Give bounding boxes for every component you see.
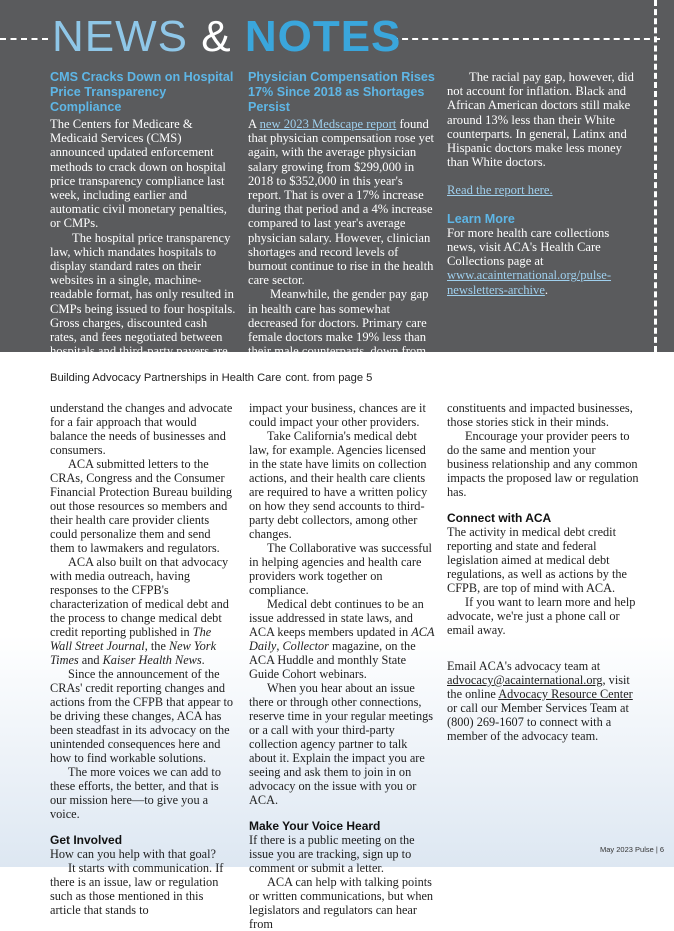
a2-p4-sep: ,	[276, 639, 283, 653]
physician-paragraph-1	[248, 117, 436, 287]
page-footer: May 2023 Pulse | 6	[600, 845, 665, 854]
a2-p4-end: magazine, on the ACA Huddle and monthly State Guide Cohort webinars.	[249, 639, 416, 681]
physician-p1-lead: A	[248, 117, 260, 131]
article-column-3	[447, 401, 639, 743]
a1-p3-sep2: and	[78, 653, 103, 667]
a3-paragraph-4: If you want to learn more and help advocate, we're just a phone call or email away.	[447, 595, 636, 637]
pulse-archive-link[interactable]: www.acainternational.org/pulse-newsletters-archive	[447, 268, 612, 297]
a2-paragraph-6: If there is a public meeting on the issue you are tracking, sign up to comment or submit a letter.	[249, 833, 415, 875]
a3-p5-end: or call our Member Services Team at (800) 269-1607 to connect with a member of the advocacy team.	[447, 701, 629, 743]
advocacy-article	[0, 352, 674, 931]
news-column-2	[248, 70, 436, 373]
a2-paragraph-4	[249, 597, 437, 681]
a3-p5-lead: Email ACA's advocacy team at	[447, 659, 601, 673]
news-notes-panel	[0, 0, 674, 352]
a2-p4-lead: Medical debt continues to be an issue addressed in state laws, and ACA keeps members updated in	[249, 597, 424, 639]
a2-paragraph-7: ACA can help with talking points or written communications, but when legislators and regulators can hear from	[249, 875, 434, 931]
masthead-ampersand: &	[201, 12, 232, 61]
a2-paragraph-5: When you hear about an issue there or through other connections, reserve time in your regular meetings or a call with your third-party collection agency partner to talk about it. Explain the impact you are seeing and ask them to join in on advocacy on the issue with you or ACA.	[249, 681, 434, 807]
a2-paragraph-1: impact your business, chances are it could impact your other providers.	[249, 401, 426, 429]
advocacy-resource-center-link[interactable]: Advocacy Resource Center	[498, 687, 633, 701]
masthead-news: NEWS	[52, 12, 188, 61]
a1-p3-end: .	[201, 653, 205, 667]
learn-more-text	[447, 226, 639, 297]
a1-paragraph-3	[50, 555, 236, 667]
get-involved-heading: Get Involved	[50, 833, 123, 847]
pay-gap-report-link[interactable]: Read the report here.	[447, 183, 553, 198]
dashed-border-top-left	[0, 38, 48, 40]
a2-paragraph-2: Take California's medical debt law, for example. Agencies licensed in the state have limits on collection actions, and their health care clients are required to have a written policy on how they send accounts to third-party debt collectors, among other changes.	[249, 429, 428, 541]
voice-heard-heading: Make Your Voice Heard	[249, 819, 381, 833]
collector-title: Collector	[282, 639, 329, 653]
a3-p5-mid: , visit the online	[447, 673, 630, 701]
masthead-notes: NOTES	[244, 12, 402, 61]
continued-label: cont. from page 5	[285, 372, 373, 384]
a1-p3-lead: ACA also built on that advocacy with media outreach, having responses to the CFPB's characterization of medical debt and the process to change medical debt credit reporting published in	[50, 555, 229, 639]
a1-paragraph-1: understand the changes and advocate for a fair approach that would balance the needs of businesses and consumers.	[50, 401, 233, 457]
connect-heading: Connect with ACA	[447, 511, 552, 525]
learn-more-heading: Learn More	[447, 211, 515, 226]
article-column-1	[50, 401, 236, 917]
khn-title: Kaiser Health News	[102, 653, 202, 667]
cms-paragraph-2: The hospital price transparency law, which mandates hospitals to display standard rates on their websites in a single, machine-readable format, has only resulted in CMPs being issued to four hospitals. Gross charges, discounted cash rates, and fees negotiated between	[50, 230, 236, 345]
a3-paragraph-2: Encourage your provider peers to do the same and mention your business relationship and any common impacts the proposed law or regulation has.	[447, 429, 639, 499]
cms-paragraph-1: The Centers for Medicare & Medicaid Services (CMS) announced updated enforcement methods to crack down on hospital price transparency compliance last week, including earlier and automatic civil monetary penalties, or CMPs.	[50, 117, 227, 231]
news-notes-masthead	[52, 12, 401, 62]
dashed-border-right	[654, 0, 657, 352]
physician-heading: Physician Compensation Rises 17% Since 2018 as Shortages Persist	[248, 70, 435, 114]
wsj-title: The Wall Street Journal	[50, 625, 212, 653]
a3-paragraph-5	[447, 659, 639, 743]
physician-paragraph-2: Meanwhile, the gender pay gap in health care has somewhat decreased for doctors. Primary care female doctors make 19% less than	[248, 287, 429, 345]
medscape-report-link[interactable]: new 2023 Medscape report	[259, 117, 397, 131]
a3-paragraph-3: The activity in medical debt credit reporting and state and federal legislation aimed at medical debt regulations, as well as actions by the CFPB, are top of mind with ACA.	[447, 525, 627, 595]
a1-paragraph-6: How can you help with that goal?	[50, 847, 216, 861]
news-column-3	[447, 70, 639, 297]
physician-p1-body: found that physician compensation rose yet again, with the average physician salary growing from $299,000 in 2018 to $352,000 in this year's report. That is over a 17% increase during that period and a 4% increase compared to last year's average physician salary. However, clinician shortages and record levels of burnout continue to rise in the health care sector.	[248, 117, 435, 288]
nyt-title: New York Times	[50, 639, 217, 667]
advocacy-email-link[interactable]: advocacy@acainternational.org	[447, 673, 603, 687]
a1-paragraph-7: It starts with communication. If there is an issue, law or regulation such as those mentioned in this article that stands to	[50, 861, 224, 917]
dashed-border-top-right	[392, 38, 660, 40]
a3-paragraph-1: constituents and impacted businesses, those stories stick in their minds.	[447, 401, 633, 429]
cms-heading: CMS Cracks Down on Hospital Price Transparency Compliance	[50, 70, 234, 114]
a2-paragraph-3: The Collaborative was successful in helping agencies and health care providers work together on compliance.	[249, 541, 432, 597]
pay-gap-paragraph: The racial pay gap, however, did not account for inflation. Black and African American doctors still make around 13% less than their White counterparts. In general, Latinx and Hispanic doctors make less money than White doctors.	[447, 70, 634, 170]
learn-more-end: .	[544, 282, 549, 297]
article-title: Building Advocacy Partnerships in Health Care	[50, 372, 282, 384]
a1-p3-sep1: , the	[144, 639, 169, 653]
learn-more-body: For more health care collections news, visit ACA's Health Care Collections page at	[447, 225, 610, 269]
a1-paragraph-5: The more voices we can add to these efforts, the better, and that is our mission here—to give you a voice.	[50, 765, 221, 821]
article-header	[50, 372, 372, 384]
a1-paragraph-4: Since the announcement of the CRAs' credit reporting changes and actions from the CFPB that appear to be driving these changes, ACA has been steadfast in its advocacy on the unintended consequences here and how to find workable solutions.	[50, 667, 234, 765]
a1-paragraph-2: ACA submitted letters to the CRAs, Congress and the Consumer Financial Protection Bureau building out those resources so members and their health care provider clients could personalize them and send them to lawmakers and regulators.	[50, 457, 233, 555]
aca-daily-title: ACA Daily	[249, 625, 435, 653]
article-column-2	[249, 401, 437, 931]
